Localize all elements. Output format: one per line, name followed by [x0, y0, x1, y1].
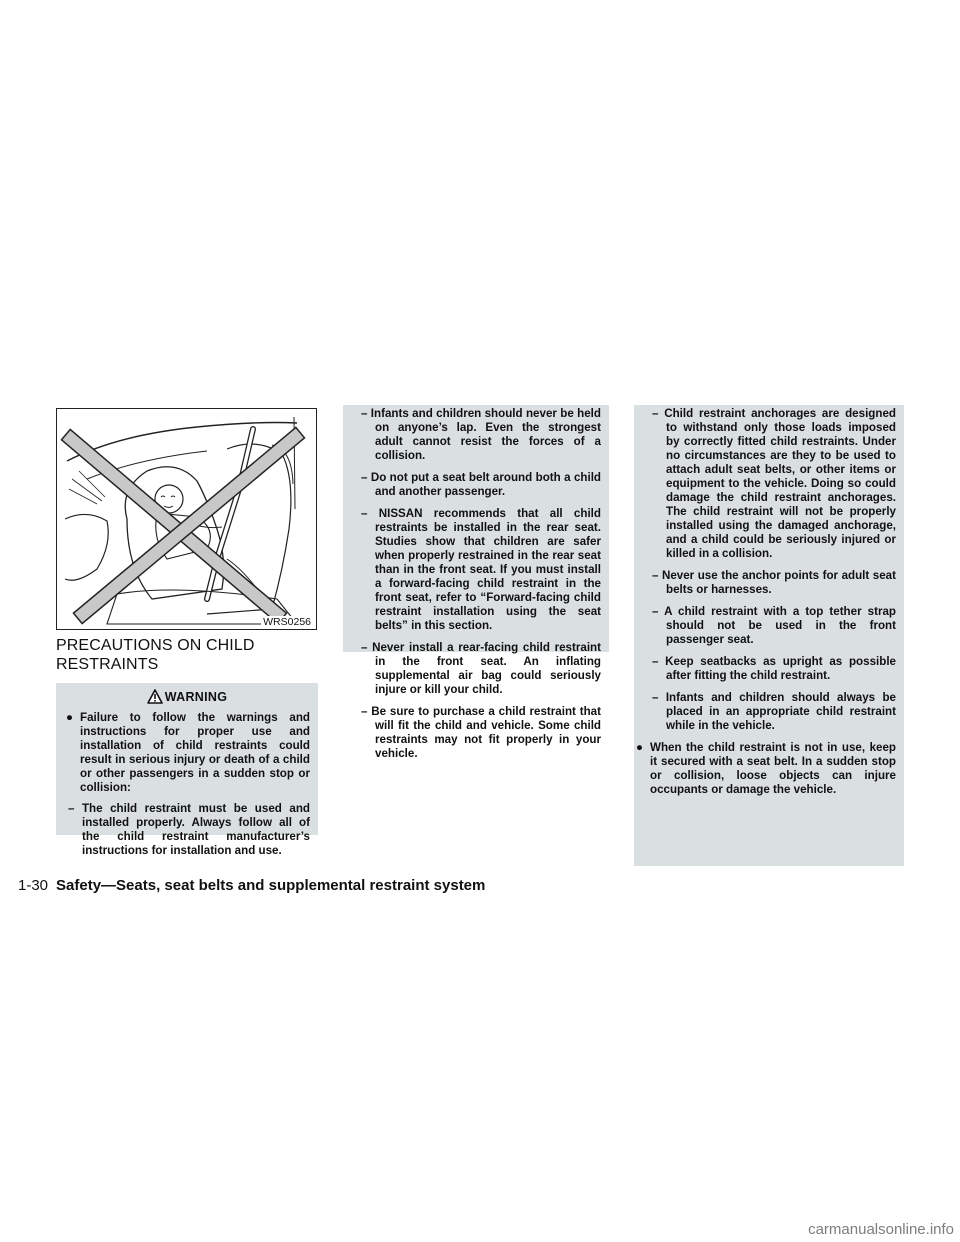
page-footer: [18, 877, 485, 895]
warning-dash-item: – Infants and children should never be held on anyone’s lap. Even the strongest adult cannot resist the forces of a collision.: [361, 407, 601, 462]
warning-box-column-3: [634, 405, 904, 866]
warning-bullet-2: [634, 741, 896, 797]
warning-dash-item: – NISSAN recommends that all child restraints be installed in the rear seat. Studies show that children are safer when properly restrained in the rear seat than in the front seat. If you must install a forward-facing child restraint in the front seat, refer to “Forward-facing child restraint installation using the seat belts” in this section.: [361, 507, 601, 632]
warning-dash-item: – Child restraint anchorages are designed to withstand only those loads imposed by correctly fitted child restraints. Under no circumstances are they to be used to attach adult seat belts, or other items or equipment to the vehicle. Doing so could damage the child restraint anchorages. The child restraint will not be properly installed using the damaged anchorage, and a child could be seriously injured or killed in a collision.: [652, 407, 896, 560]
warning-dash-item: – The child restraint must be used and installed properly. Always follow all of the child restraint manufacturer’s instructions for installation and use.: [68, 802, 310, 857]
bullet-symbol: ●: [66, 711, 74, 724]
bullet-symbol: ●: [636, 741, 644, 754]
chapter-title: Safety—Seats, seat belts and supplemental restraint system: [56, 877, 486, 894]
warning-triangle-icon: [147, 689, 163, 704]
page-number: 1-30: [18, 877, 49, 894]
warning-bullet-1: [64, 711, 310, 795]
warning-dash-item: – Never install a rear-facing child restraint in the front seat. An inflating supplemental air bag could seriously injure or kill your child.: [361, 641, 601, 696]
figure-code: WRS0256: [263, 616, 311, 628]
warning-dash-item: – Keep seatbacks as upright as possible after fitting the child restraint.: [652, 655, 896, 682]
warning-heading: [64, 689, 310, 711]
section-title: PRECAUTIONS ON CHILD RESTRAINTS: [56, 637, 255, 673]
warning-bullet-2-text: When the child restraint is not in use, keep it secured with a seat belt. In a sudden stop or collision, loose objects can injure occupants or damage the vehicle.: [650, 741, 896, 796]
warning-dash-item: – Be sure to purchase a child restraint that will fit the child and vehicle. Some child restraints may not fit properly in your vehicle.: [361, 705, 601, 760]
warning-label: WARNING: [164, 690, 228, 704]
child-restraint-crossed-out-drawing: [57, 409, 316, 629]
prohibited-front-seat-child-restraint-illustration: [56, 408, 317, 630]
warning-dash-item: – A child restraint with a top tether strap should not be used in the front passenger seat.: [652, 605, 896, 646]
warning-dash-item: – Never use the anchor points for adult seat belts or harnesses.: [652, 569, 896, 596]
warning-box-column-1: [56, 683, 318, 857]
warning-bullet-1-text: Failure to follow the warnings and instructions for proper use and installation of child restraints could result in serious injury or death of a child or other passengers in a sudden stop or collision:: [80, 711, 310, 794]
warning-dash-item: – Do not put a seat belt around both a child and another passenger.: [361, 471, 601, 498]
warning-box-column-2: [343, 405, 609, 760]
warning-dash-item: – Infants and children should always be placed in an appropriate child restraint while in the vehicle.: [652, 691, 896, 732]
site-watermark: carmanualsonline.info: [808, 1221, 954, 1238]
